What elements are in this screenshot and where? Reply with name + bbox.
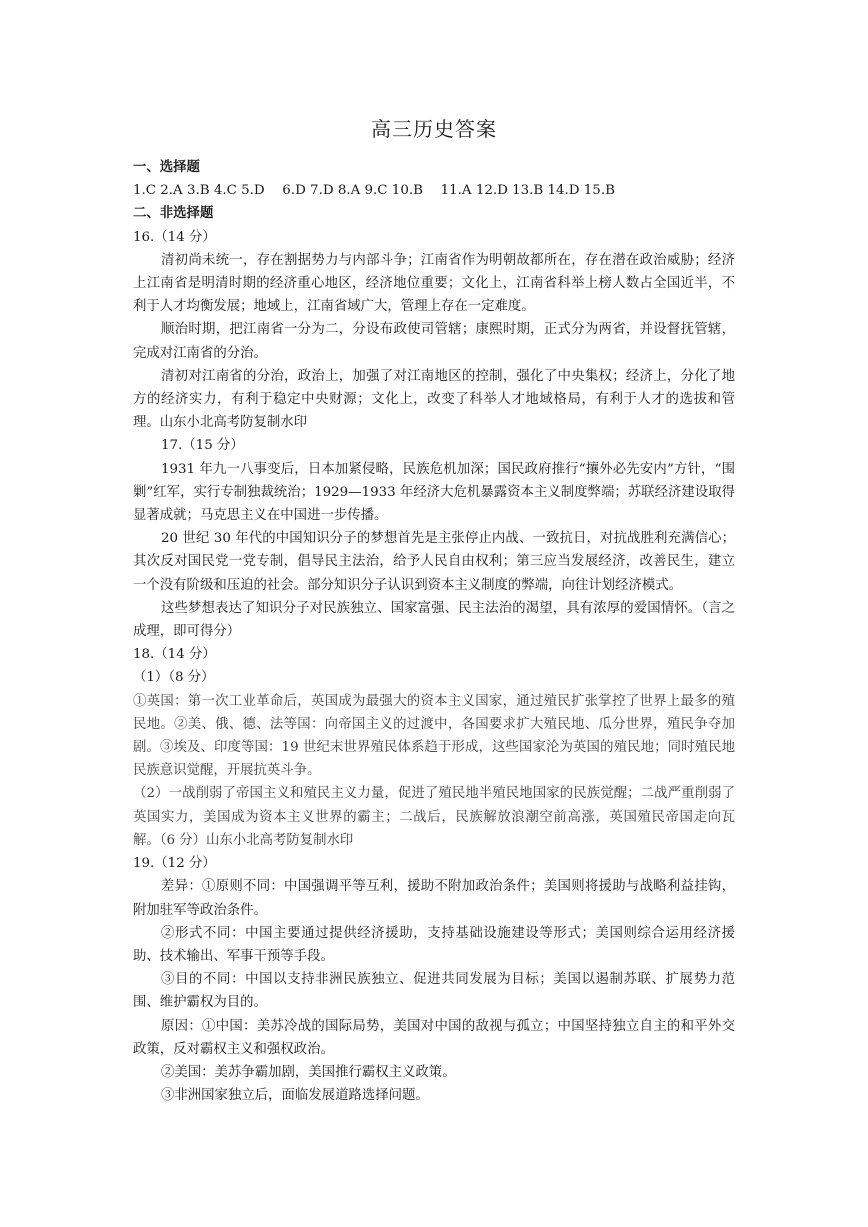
section-heading-nonchoice: 二、非选择题 <box>133 205 214 222</box>
choice-answers: 1.C 2.A 3.B 4.C 5.D 6.D 7.D 8.A 9.C 10.B 11.A 12.D 13.B 14.D 15.B <box>133 183 615 199</box>
q18-paragraph-1: ①英国：第一次工业革命后，英国成为最强大的资本主义国家，通过殖民扩张掌控了世界上最多的殖民地。②美、俄、德、法等国：向帝国主义的过渡中，各国要求扩大殖民地、瓜分世界，殖民争夺加剧。③埃及、印度等国：19 世纪末世界殖民体系趋于形成，这些国家沦为英国的殖民地；同时殖民地民族意识觉醒，开展抗英斗争。 <box>133 693 735 779</box>
page-title: 高三历史答案 <box>371 117 497 141</box>
q16-paragraph-3: 清初对江南省的分治，政治上，加强了对江南地区的控制，强化了中央集权；经济上，分化了地方的经济实力，有利于稳定中央财源；文化上，改变了科举人才地域格局，有利于人才的选拔和管理。山东小北高考防复制水印 <box>133 368 735 431</box>
q16-paragraph-2: 顺治时期，把江南省一分为二，分设布政使司管辖；康熙时期，正式分为两省，并设督抚管辖，完成对江南省的分治。 <box>133 322 735 361</box>
q16-paragraph-1: 清初尚未统一，存在割据势力与内部斗争；江南省作为明朝故都所在，存在潜在政治威胁；经济上江南省是明清时期的经济重心地区，经济地位重要；文化上，江南省科举上榜人数占全国近半，不利于人才均衡发展；地域上，江南省域广大，管理上存在一定难度。 <box>133 252 735 315</box>
answer-sheet <box>133 116 735 1107</box>
question-label-17: 17.（15 分） <box>161 438 244 454</box>
section-heading-choice: 一、选择题 <box>133 159 200 175</box>
question-label-18: 18.（14 分） <box>133 647 216 663</box>
q17-paragraph-1: 1931 年九一八事变后，日本加紧侵略，民族危机加深；国民政府推行“攘外必先安内”方针，“围剿”红军，实行专制独裁统治；1929—1933 年经济大危机暴露资本主义制度弊端；苏联经济建设取得显著成就；马克思主义在中国进一步传播。 <box>133 461 735 524</box>
q19-diff-2: ②形式不同：中国主要通过提供经济援助，支持基础设施建设等形式；美国则综合运用经济援助、技术输出、军事干预等手段。 <box>133 925 735 964</box>
question-label-19: 19.（12 分） <box>133 856 216 872</box>
question-label-16: 16.（14 分） <box>133 229 216 245</box>
q18-paragraph-2: （2）一战削弱了帝国主义和殖民主义力量，促进了殖民地半殖民地国家的民族觉醒；二战严重削弱了英国实力，美国成为资本主义世界的霸主；二战后，民族解放浪潮空前高涨，英国殖民帝国走向瓦解。（6 分）山东小北高考防复制水印 <box>133 786 735 848</box>
q17-paragraph-3: 这些梦想表达了知识分子对民族独立、国家富强、民主法治的渴望，具有浓厚的爱国情怀。（言之成理，即可得分） <box>133 600 735 640</box>
q19-reason-2: ②美国：美苏争霸加剧，美国推行霸权主义政策。 <box>161 1064 456 1080</box>
q18-sub1-label: （1）（8 分） <box>133 670 215 686</box>
q17-paragraph-2: 20 世纪 30 年代的中国知识分子的梦想首先是主张停止内战、一致抗日，对抗战胜利充满信心；其次反对国民党一党专制，倡导民主法治，给予人民自由权利；第三应当发展经济，改善民生，建立一个没有阶级和压迫的社会。部分知识分子认识到资本主义制度的弊端，向往计划经济模式。 <box>133 531 735 593</box>
q19-diff-1: 差异：①原则不同：中国强调平等互利，援助不附加政治条件；美国则将援助与战略利益挂钩，附加驻军等政治条件。 <box>133 879 735 918</box>
q19-reason-1: 原因：①中国：美苏冷战的国际局势，美国对中国的敌视与孤立；中国坚持独立自主的和平外交政策，反对霸权主义和强权政治。 <box>133 1018 735 1057</box>
q19-diff-3: ③目的不同：中国以支持非洲民族独立、促进共同发展为目标；美国以遏制苏联、扩展势力范围、维护霸权为目的。 <box>133 972 735 1011</box>
q19-reason-3: ③非洲国家独立后，面临发展道路选择问题。 <box>161 1088 429 1104</box>
